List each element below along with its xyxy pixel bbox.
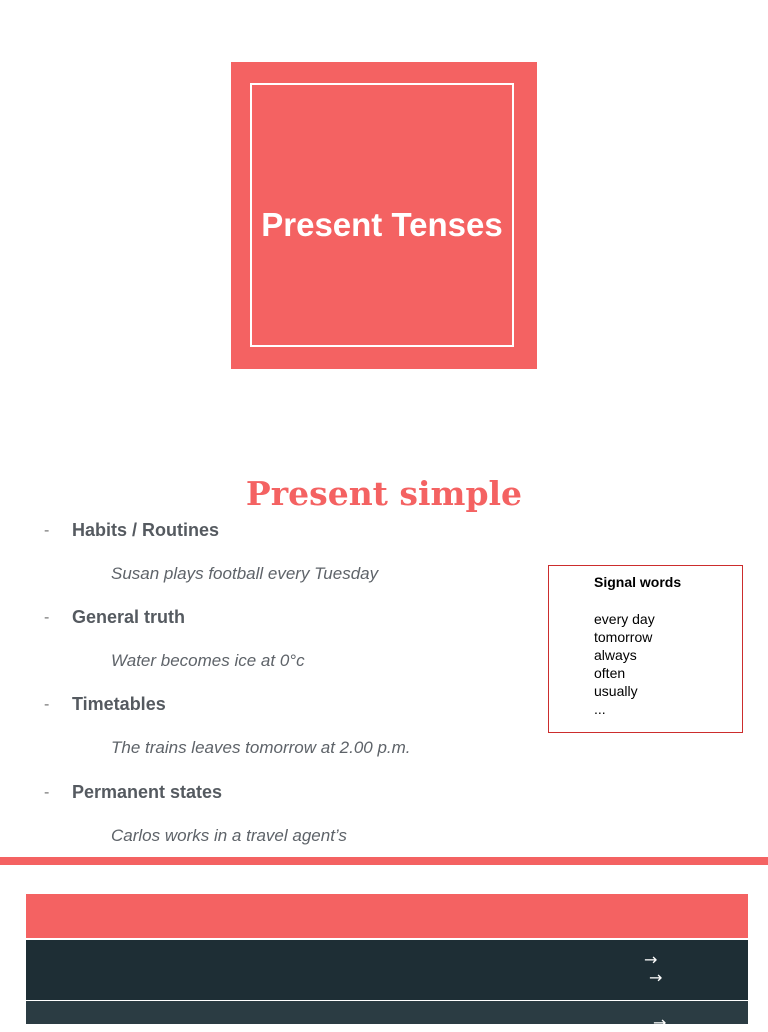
arrow-right-icon: → [649,968,663,987]
bullet-dash: - [44,522,50,539]
signal-word: often [594,665,626,681]
title-card [231,62,537,369]
arrow-right-icon: → [653,1013,667,1032]
example-timetables: The trains leaves tomorrow at 2.00 p.m. [111,738,411,757]
use-label-timetables: Timetables [72,694,166,714]
signal-word: ... [594,701,606,717]
bullet-dash: - [44,784,50,801]
page-title: Present Tenses [261,206,503,243]
signal-word: always [594,647,637,663]
arrow-right-icon: → [644,950,658,969]
title-frame [250,83,514,347]
table-row [26,940,748,1000]
signal-word: usually [594,683,638,699]
use-label-general-truth: General truth [72,607,186,627]
bullet-dash: - [44,696,50,713]
signal-words-box [548,565,743,733]
section-heading: Present simple [245,474,523,513]
example-general-truth: Water becomes ice at 0°c [111,651,305,670]
example-permanent-states: Carlos works in a travel agent’s [111,826,347,845]
signal-word: every day [594,611,655,627]
use-label-permanent-states: Permanent states [72,782,223,802]
use-label-habits: Habits / Routines [72,520,220,540]
page-divider [0,857,768,865]
table-header [26,894,748,938]
signal-words-title: Signal words [594,574,682,590]
signal-word: tomorrow [594,629,653,645]
table-row [26,1001,748,1032]
bullet-dash: - [44,609,50,626]
signal-words-list [594,610,655,718]
example-habits: Susan plays football every Tuesday [111,564,379,583]
